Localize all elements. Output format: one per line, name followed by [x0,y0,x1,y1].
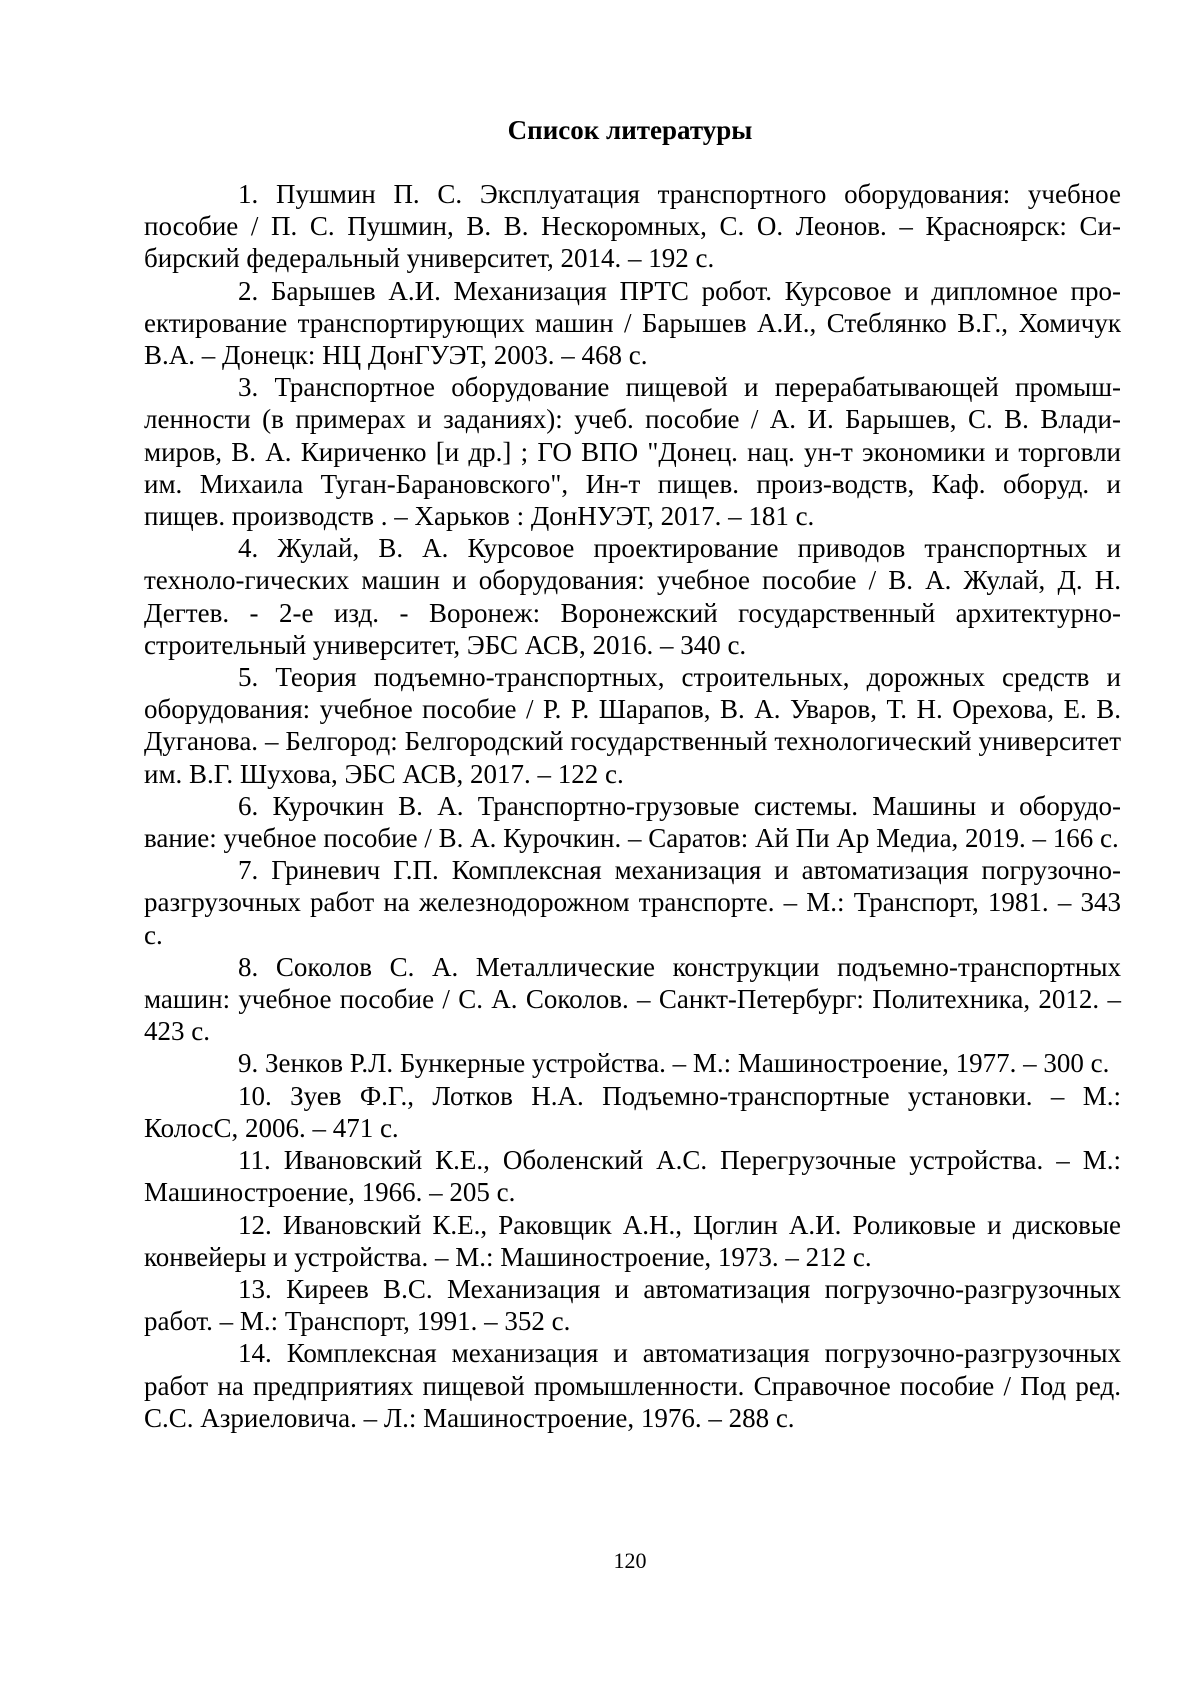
reference-item-1: 1. Пушмин П. С. Эксплуатация транспортного оборудования: учебное пособие / П. С. Пушмин, В. В. Нескоромных, С. О. Леонов. – Красноярск: Сибирский федеральный университет, 2014. – 192 с. [144,179,1121,274]
reference-item-13: 13. Киреев В.С. Механизация и автоматизация погрузочно-разгрузочных работ. – М.: Транспорт, 1991. – 352 с. [144,1273,1121,1337]
reference-item-11: 11. Ивановский К.Е., Оболенский А.С. Перегрузочные устройства. – М.: Машиностроение, 1966. – 205 с. [144,1145,1121,1208]
reference-item-10: 10. Зуев Ф.Г., Лотков Н.А. Подъемно-транспортные установки. – М.: КолосС, 2006. – 471 с. [144,1080,1121,1143]
page-number: 120 [613,1548,647,1573]
reference-item-4: 4. Жулай, В. А. Курсовое проектирование приводов транспортных и техноло-гических машин и оборудования: учебное пособие / В. А. Жулай, Д. Н. Дегтев. - 2-е изд. - Воронеж: Воронежский государственный архитектурно-строительный университет, ЭБС АСВ, 2016. – 340 с. [144,533,1121,660]
reference-list [144,178,1121,1434]
reference-item-7: 7. Гриневич Г.П. Комплексная механизация и автоматизация погрузочно-разгрузочных работ на железнодорожном транспорте. – М.: Транспорт, 1981. – 343 с. [144,855,1121,950]
reference-item-3: 3. Транспортное оборудование пищевой и перерабатывающей промышленности (в примерах и заданиях): учеб. пособие / А. И. Барышев, С. В. Владимиров, В. А. Кириченко [и др.] ; ГО ВПО "Донец. нац. ун-т экономики и торговли им. Михаила Туган-Барановского", Ин-т пищев. произ-водств, Каф. оборуд. и пищев. производств . – Харьков : ДонНУЭТ, 2017. – 181 с. [144,372,1121,532]
reference-item-9: 9. Зенков Р.Л. Бункерные устройства. – М.: Машиностроение, 1977. – 300 с. [238,1048,1110,1079]
reference-item-2: 2. Барышев А.И. Механизация ПРТС робот. Курсовое и дипломное проектирование транспортирующих машин / Барышев А.И., Стеблянко В.Г., Хомичук В.А. – Донецк: НЦ ДонГУЭТ, 2003. – 468 с. [144,275,1121,371]
reference-item-12: 12. Ивановский К.Е., Раковщик А.Н., Цоглин А.И. Роликовые и дисковые конвейеры и устройства. – М.: Машиностроение, 1973. – 212 с. [144,1209,1121,1272]
reference-item-14: 14. Комплексная механизация и автоматизация погрузочно-разгрузочных работ на предприятиях пищевой промышленности. Справочное пособие / Под ред. С.С. Азриеловича. – Л.: Машиностроение, 1976. – 288 с. [144,1338,1121,1433]
page-title: Список литературы [507,115,753,145]
reference-item-5: 5. Теория подъемно-транспортных, строительных, дорожных средств и оборудования: учебное пособие / Р. Р. Шарапов, В. А. Уваров, Т. Н. Орехова, Е. В. Дуганова. – Белгород: Белгородский государственный технологический университет им. В.Г. Шухова, ЭБС АСВ, 2017. – 122 с. [144,662,1121,789]
reference-item-8: 8. Соколов С. А. Металлические конструкции подъемно-транспортных машин: учебное пособие / С. А. Соколов. – Санкт-Петербург: Политехника, 2012. – 423 с. [144,951,1121,1047]
reference-item-6: 6. Курочкин В. А. Транспортно-грузовые системы. Машины и оборудование: учебное пособие / В. А. Курочкин. – Саратов: Ай Пи Ар Медиа, 2019. – 166 с. [144,790,1121,854]
